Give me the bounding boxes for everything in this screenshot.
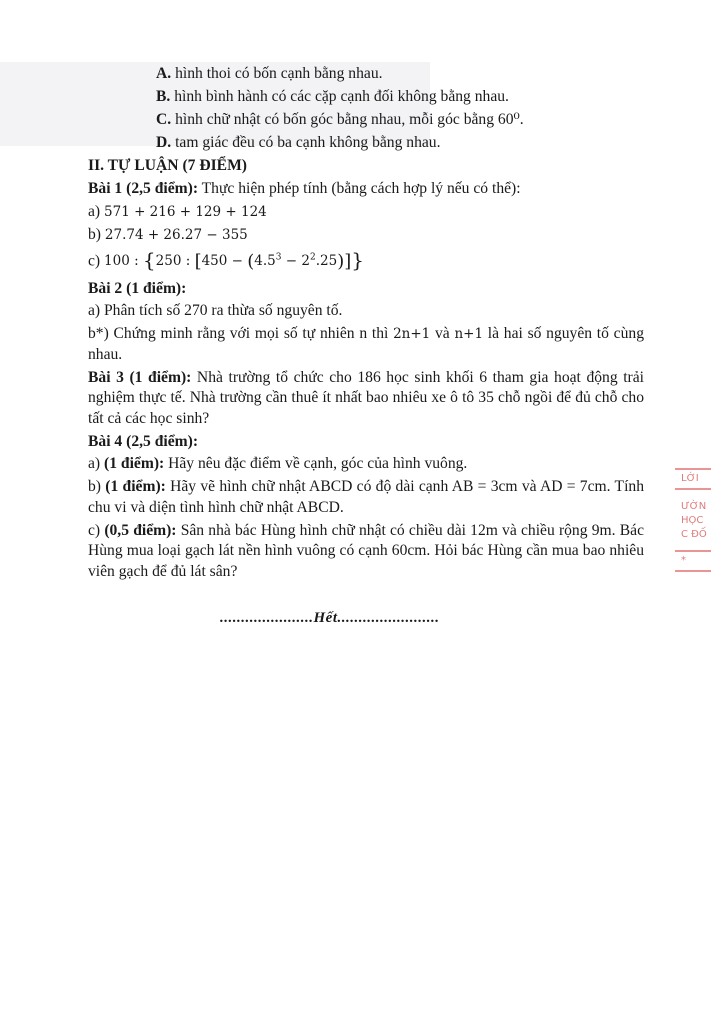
bai1-a: a) 571 + 216 + 129 + 124 [88, 202, 267, 220]
bai1-c-expression: 100 : {250 : $[450 - (4.5^3 - 2^2.25)]$} [104, 248, 365, 272]
bai1-b: b) 27.74 + 26.27 − 355 [88, 225, 248, 243]
option-d: D. tam giác đều có ba cạnh không bằng nhau. [156, 134, 441, 151]
bai4-a: a) (1 điểm): Hãy nêu đặc điểm về cạnh, góc của hình vuông. [88, 455, 468, 472]
bai4-b: b) (1 điểm): Hãy vẽ hình chữ nhật ABCD có độ dài cạnh AB = 3cm và AD = 7cm. Tính chu vi và diện tình hình chữ nhật ABCD. [88, 478, 644, 516]
end-marker: ......................Hết........................ [220, 610, 440, 626]
option-a: A. hình thoi có bốn cạnh bằng nhau. [156, 65, 383, 82]
bai2-a: a) Phân tích số 270 ra thừa số nguyên tố. [88, 302, 343, 319]
bai4-title: Bài 4 (2,5 điểm): [88, 432, 199, 450]
bai1-c: c) 100 : {250 : $[450 - (4.5^3 - 2^2.25)]$} [88, 248, 365, 272]
bai3: Bài 3 (1 điểm): Nhà trường tổ chức cho 186 học sinh khối 6 tham gia hoạt động trải nghiệm thực tế. Nhà trường cần thuê ít nhất bao nhiêu xe ô tô 35 chỗ ngồi để đủ chỗ cho tất cả các học sinh? [88, 368, 644, 427]
section-title: II. TỰ LUẬN (7 ĐIỂM) [88, 157, 247, 174]
bai2-b: b*) Chứng minh rằng với mọi số tự nhiên n thì 2n+1 và n+1 là hai số nguyên tố cùng nhau. [88, 325, 644, 363]
bai2-title: Bài 2 (1 điểm): [88, 279, 187, 297]
bai1-title-line: Bài 1 (2,5 điểm): Thực hiện phép tính (bằng cách hợp lý nếu có thể): [88, 179, 521, 197]
school-stamp: LỚI ƯỜN HỌC C ĐỐ * [675, 466, 715, 586]
bai4-c: c) (0,5 điểm): Sân nhà bác Hùng hình chữ nhật có chiều dài 12m và chiều rộng 9m. Bác Hùng mua loại gạch lát nền hình vuông có cạnh 60cm. Hỏi bác Hùng cần mua bao nhiêu viên gạch để đủ lát sân? [88, 521, 644, 580]
exam-page [88, 64, 644, 585]
option-c: C. hình chữ nhật có bốn góc bằng nhau, mỗi góc bằng 60⁰. [156, 111, 524, 128]
option-b: B. hình bình hành có các cặp cạnh đối không bằng nhau. [156, 88, 509, 105]
